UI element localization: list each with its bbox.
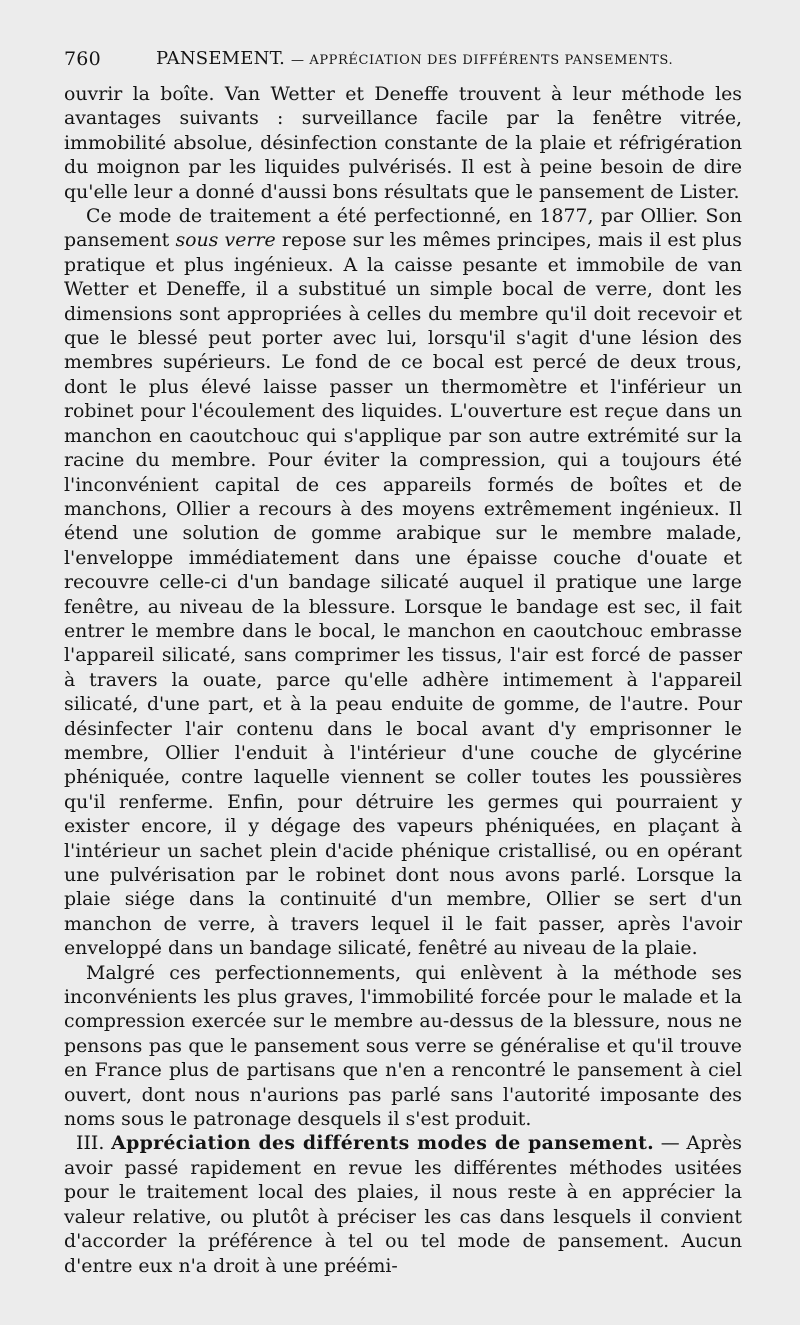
- section-number: III.: [76, 1132, 105, 1155]
- running-header: [64, 48, 744, 76]
- section-title: Appréciation des différents modes de pansement.: [111, 1132, 655, 1155]
- paragraph-2-start: Ce mode de traitement a été perfectionné, en 1877, par Ollier. Son pansement: [64, 205, 742, 252]
- paragraph-1: ouvrir la boîte. Van Wetter et Deneffe trouvent à leur méthode les avantages suivants : surveillance facile par la fenêtre vitrée, immobilité absolue, désinfection constante de la plaie et réfrigération du moignon par les liquides pulvérisés. Il est à peine besoin de dire qu'elle leur a donné d'aussi bons résultats que le pansement de Lister.: [64, 83, 742, 203]
- paragraph-3: Malgré ces perfectionnements, qui enlèvent à la méthode ses inconvénients les plus graves, l'immobilité forcée pour le malade et la compression exercée sur le membre au-dessus de la blessure, nous ne pensons pas que le pansement sous verre se généralise et qu'il trouve en France plus de partisans que n'en a rencontré le pansement à ciel ouvert, dont nous n'aurions pas parlé sans l'autorité imposante des noms sous le patronage desquels il s'est produit.: [64, 961, 742, 1131]
- section-text: — Après avoir passé rapidement en revue les différentes méthodes usitées pour le traitement local des plaies, il nous reste à en apprécier la valeur relative, ou plutôt à préciser les cas dans lesquels il convient d'accorder la préférence à tel ou tel mode de pansement. Aucun d'entre eux n'a droit à une préémi-: [64, 1132, 742, 1277]
- page-number: 760: [64, 48, 101, 70]
- paragraph-2: [64, 204, 742, 961]
- italic-term: sous verre: [175, 229, 276, 252]
- running-subtitle: — APPRÉCIATION DES DIFFÉRENTS PANSEMENTS.: [291, 53, 674, 68]
- body-text: [64, 82, 742, 1278]
- running-title-line: [156, 48, 673, 69]
- section-paragraph: [64, 1131, 742, 1277]
- running-title: PANSEMENT.: [156, 48, 286, 69]
- paragraph-2-rest: repose sur les mêmes principes, mais il est plus pratique et plus ingénieux. A la caisse pesante et immobile de van Wetter et Deneffe, il a substitué un simple bocal de verre, dont les dimensions sont appropriées à celles du membre qu'il doit recevoir et que le blessé peut porter avec lui, lorsqu'il s'agit d'une lésion des membres supérieurs. Le fond de ce bocal est percé de deux trous, dont le plus élevé laisse passer un thermomètre et l'inférieur un robinet pour l'écoulement des liquides. L'ouverture est reçue dans un manchon en caoutchouc qui s'applique par son autre extrémité sur la racine du membre. Pour éviter la compression, qui a toujours été l'inconvénient capital de ces appareils formés de boîtes et de manchons, Ollier a recours à des moyens extrêmement ingénieux. Il étend une solution de gomme arabique sur le membre malade, l'enveloppe immédiatement dans une épaisse couche d'ouate et recouvre celle-ci d'un bandage silicaté auquel il pratique une large fenêtre, au niveau de la blessure. Lorsque le bandage est sec, il fait entrer le membre dans le bocal, le manchon en caoutchouc embrasse l'appareil silicaté, sans comprimer les tissus, l'air est forcé de passer à travers la ouate, parce qu'elle adhère intimement à l'appareil silicaté, d'une part, et à la peau enduite de gomme, de l'autre. Pour désinfecter l'air contenu dans le bocal avant d'y emprisonner le membre, Ollier l'enduit à l'intérieur d'une couche de glycérine phéniquée, contre laquelle viennent se coller toutes les poussières qu'il renferme. Enfin, pour détruire les germes qui pourraient y exister encore, il y dégage des vapeurs phéniquées, en plaçant à l'intérieur un sachet plein d'acide phénique cristallisé, ou en opérant une pulvérisation par le robinet dont nous avons parlé. Lorsque la plaie siége dans la continuité d'un membre, Ollier se sert d'un manchon de verre, à travers lequel il le fait passer, après l'avoir enveloppé dans un bandage silicaté, fenêtré au niveau de la plaie.: [64, 229, 742, 960]
